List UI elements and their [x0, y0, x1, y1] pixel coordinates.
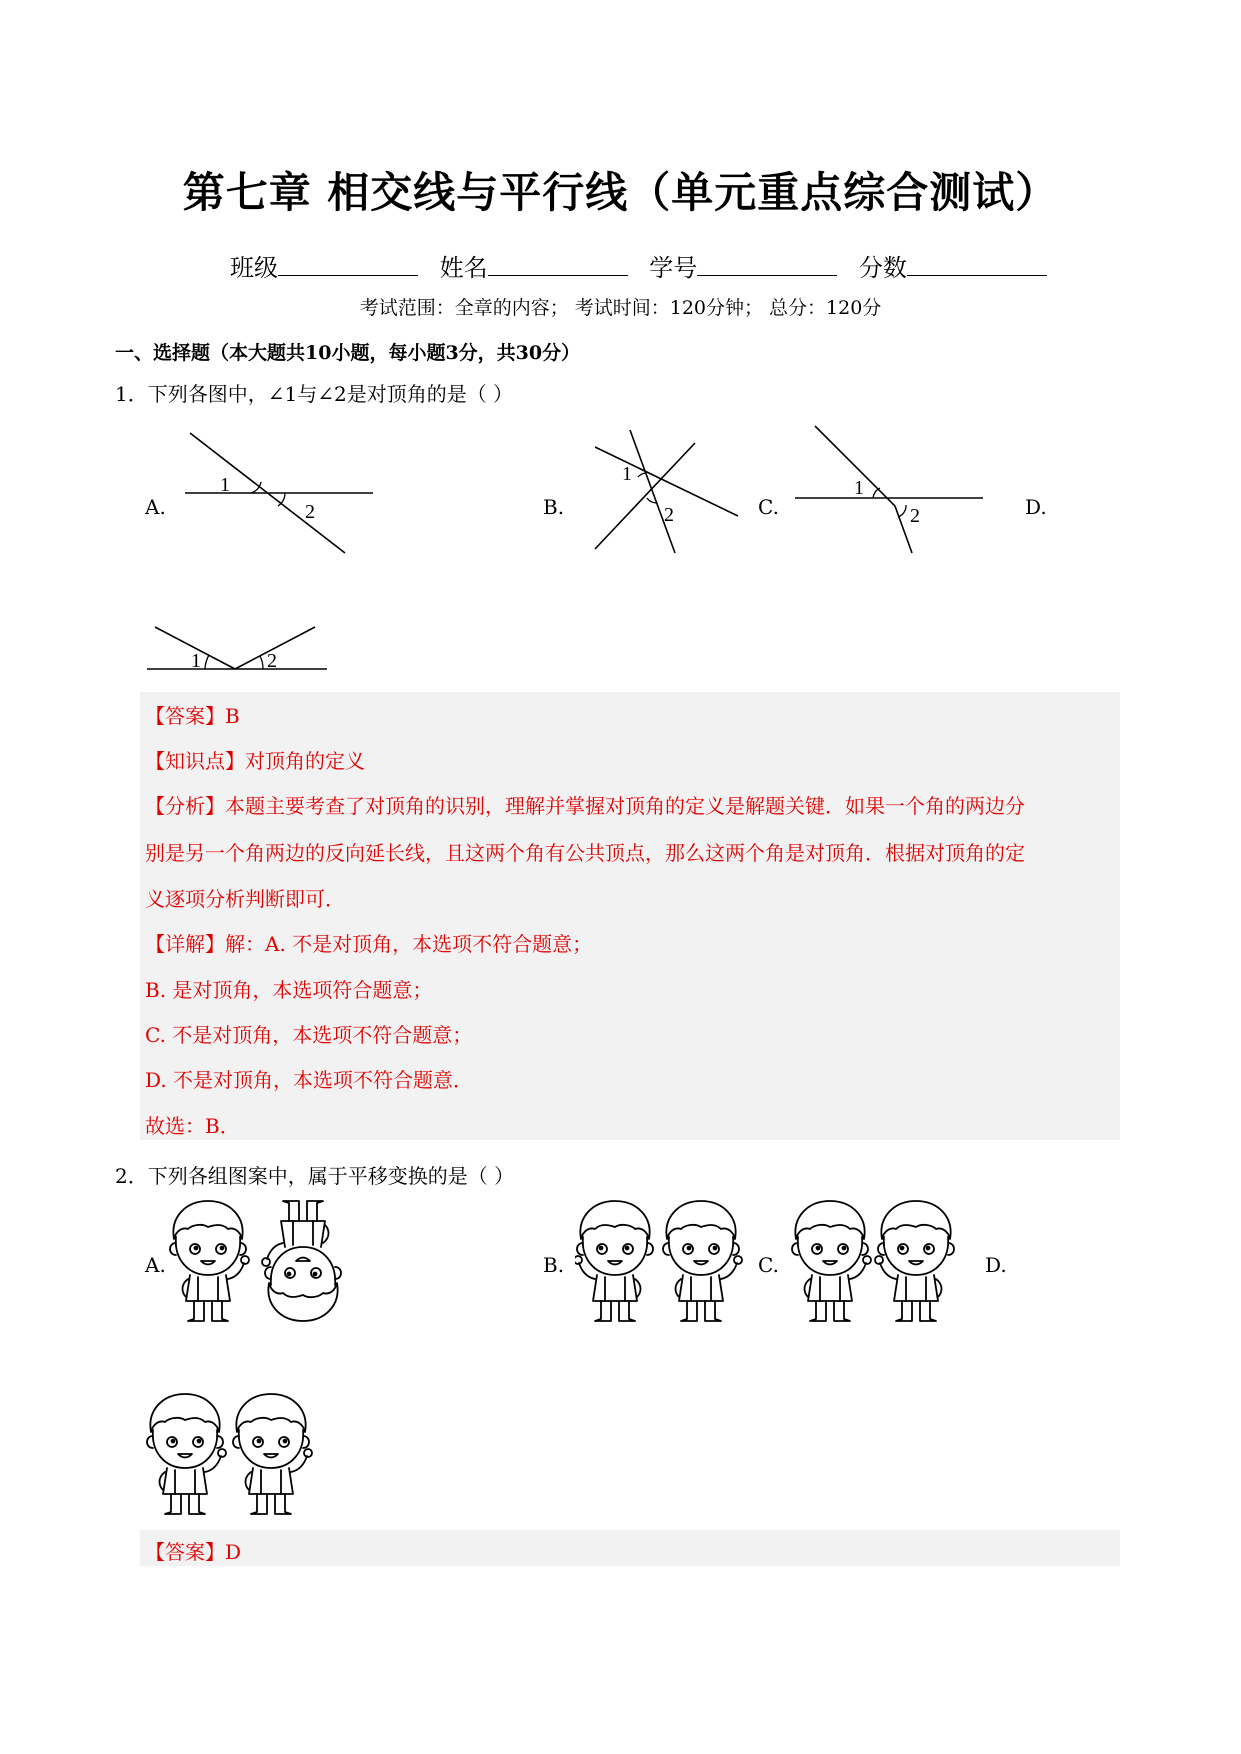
q2-option-d-label: D.: [985, 1253, 1007, 1277]
boy-figure-translated: [233, 1394, 312, 1514]
q1-detail-line-1: 【详解】解：A. 不是对顶角，本选项不符合题意；: [145, 932, 593, 956]
q2-figure-a: [168, 1195, 368, 1330]
q2-option-c-label: C.: [758, 1253, 779, 1277]
q1-detail-line-4: D. 不是对顶角，本选项不符合题意．: [145, 1068, 474, 1092]
boy-figure-normal: [663, 1201, 742, 1321]
q1-figure-d: [145, 615, 330, 675]
score-blank[interactable]: [907, 253, 1047, 276]
q1-a-angle2-label: 2: [305, 501, 315, 523]
q1-option-a-label: A.: [145, 495, 166, 519]
q1-c-angle2-label: 2: [910, 505, 920, 527]
name-blank[interactable]: [488, 253, 628, 276]
q1-option-c-label: C.: [758, 495, 779, 519]
boy-figure-mirrored: [575, 1201, 653, 1321]
page-title: 第七章 相交线与平行线（单元重点综合测试）: [182, 168, 1059, 217]
q2-answer-box: [140, 1530, 1120, 1566]
q1-a-angle1-label: 1: [220, 474, 230, 496]
q1-detail-line-2: B. 是对顶角，本选项符合题意；: [145, 978, 433, 1002]
q1-b-angle1-label: 1: [622, 463, 632, 485]
question-1-stem: 1．下列各图中，∠1与∠2是对顶角的是（ ）: [115, 382, 514, 406]
q1-option-d-label: D.: [1025, 495, 1047, 519]
q1-detail-line-3: C. 不是对顶角，本选项不符合题意；: [145, 1023, 473, 1047]
q2-figure-c: [790, 1195, 965, 1330]
q1-d-angle2-label: 2: [267, 650, 277, 672]
q1-b-angle2-label: 2: [664, 504, 674, 526]
q1-figure-b: [580, 425, 740, 555]
q1-analysis-line-1: 【分析】本题主要考查了对顶角的识别，理解并掌握对顶角的定义是解题关键．如果一个角的两边分: [145, 794, 1025, 818]
class-blank[interactable]: [278, 253, 418, 276]
q2-figure-d: [145, 1388, 320, 1523]
q1-analysis-line-3: 义逐项分析判断即可．: [145, 887, 345, 911]
class-label: 班级: [230, 254, 278, 282]
boy-figure-normal: [792, 1201, 871, 1321]
q1-figure-a: [175, 425, 380, 560]
q2-answer: 【答案】D: [145, 1540, 242, 1564]
q2-option-b-label: B.: [543, 1253, 565, 1277]
q1-option-b-label: B.: [543, 495, 565, 519]
student-info-line: [230, 248, 1061, 283]
boy-figure-mirrored: [875, 1201, 954, 1321]
q2-option-a-label: A.: [145, 1253, 166, 1277]
q1-figure-c: [790, 420, 990, 560]
q1-analysis-line-2: 别是另一个角两边的反向延长线，且这两个角有公共顶点，那么这两个角是对顶角．根据对顶角的定: [145, 841, 1025, 865]
id-label: 学号: [649, 254, 698, 282]
name-label: 姓名: [439, 254, 488, 282]
section-heading: 一、选择题（本大题共10小题，每小题3分，共30分）: [115, 342, 581, 364]
question-2-stem: 2．下列各组图案中，属于平移变换的是（ ）: [115, 1164, 515, 1188]
boy-figure-upright: [170, 1201, 249, 1321]
boy-figure-first: [147, 1394, 226, 1514]
q1-knowledge: 【知识点】对顶角的定义: [145, 749, 365, 773]
exam-scope: 考试范围：全章的内容； 考试时间：120分钟； 总分：120分: [359, 297, 882, 319]
q1-d-angle1-label: 1: [191, 650, 201, 672]
q2-figure-b: [575, 1195, 750, 1330]
q1-c-angle1-label: 1: [854, 477, 864, 499]
boy-figure-rotated: [262, 1201, 341, 1321]
score-label: 分数: [858, 254, 907, 282]
q1-detail-line-5: 故选：B．: [145, 1114, 240, 1138]
q1-answer: 【答案】B: [145, 704, 240, 728]
id-blank[interactable]: [697, 253, 837, 276]
